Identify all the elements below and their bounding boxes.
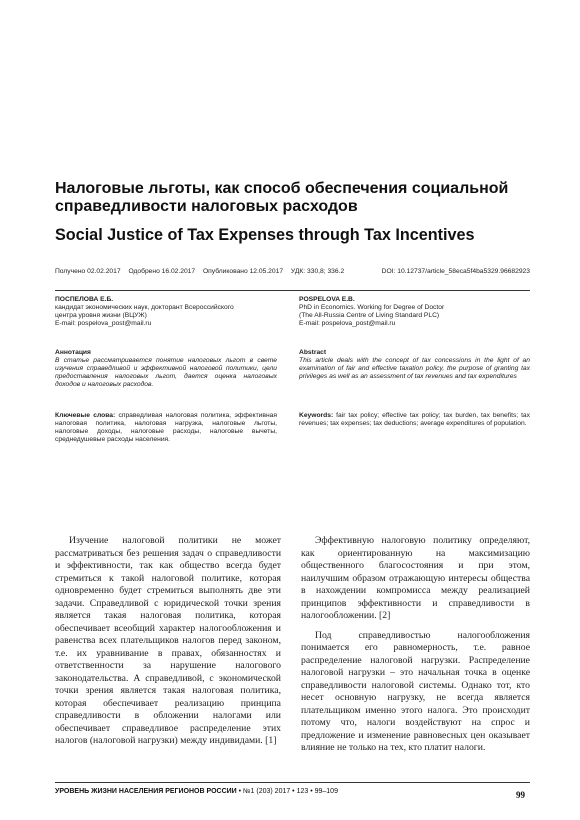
received-date: Получено 02.02.2017 <box>55 268 121 275</box>
keywords-text-ru: справедливая налоговая политика, эффективная налоговая политика, налоговая нагрузка, налоговые льготы, налоговые доходы, налоговые расходы, налоговые вычеты, среднедушевые расходы населения. <box>55 412 277 443</box>
published-date: Опубликовано 12.05.2017 <box>202 268 284 275</box>
journal-title: УРОВЕНЬ ЖИЗНИ НАСЕЛЕНИЯ РЕГИОНОВ РОССИИ <box>55 788 237 795</box>
body-paragraph: Изучение налоговой политики не может рассматриваться без решения задач о справедливости и эффективности, так как общество всегда будет стремиться к такой налоговой политике, которая одновременно будет стремиться выполнять две эти задачи. Справедливой с юридической точки зрения является такая налоговая политика, которая обеспечивает всеобщий характер налогообложения и равенства всех плательщиков налогов перед законом, т.е. их уравнивание в правах, обязанностях и ответственности за нарушение налогового законодательства. А справедливой, с экономической точки зрения является такая налоговая политика, которая обеспечивает реализацию принципа справедливости в обложении налогами или обеспечивает справедливое распределение этих налогов (налоговой нагрузки) между индивидами. [1] <box>55 535 281 746</box>
abstract-text-en: This article deals with the concept of tax concessions in the light of an examination of fair and effective taxation policy, the purpose of granting tax privileges as well as an assessment of tax revenues and tax expenditures <box>299 357 530 380</box>
keywords-label-ru: Ключевые слова: <box>55 412 116 419</box>
body-paragraph: Под справедливостью налогообложения понимается его равномерность, т.е. равное распределение налоговой нагрузки. Распределение налоговой нагрузки – это начальная точка в оценке справедливости налоговой системы. Однако тот, кто несет основную нагрузку, не всегда является плательщиком именно этого налога. Это происходит потому что, налоги воздействуют на спрос и предложение и изменение равновесных цен оказывает влияние не только на тех, кто платит налоги. <box>301 629 530 753</box>
author-affiliation-en-1: PhD in Economics. Working for Degree of Doctor <box>299 304 445 311</box>
article-title-en: Social Justice of Tax Expenses through Tax Incentives <box>55 226 475 244</box>
keywords-en <box>299 412 530 428</box>
body-column-left <box>55 535 281 748</box>
author-ru <box>55 296 277 328</box>
approved-date: Одобрено 16.02.2017 <box>128 268 196 275</box>
journal-footer <box>55 787 338 796</box>
author-email-ru[interactable]: E-mail: pospelova_post@mail.ru <box>55 320 152 327</box>
body-paragraph: Эффективную налоговую политику определяют, как ориентированную на максимизацию общественного благосостояния и при этом, наилучшим образом отражающую интересы общества в нахождении компромисса между реализацией принципов эффективности и справедливости в налогообложении. [2] <box>301 535 530 621</box>
footer-divider <box>55 782 530 783</box>
keywords-text-en: fair tax policy; effective tax policy; tax burden, tax benefits; tax revenues; tax expenses; tax deductions; average expenditures of population. <box>299 412 530 427</box>
author-affiliation-ru-1: кандидат экономических наук, докторант Всероссийского <box>55 304 234 311</box>
abstract-heading-ru: Аннотация <box>55 349 91 356</box>
article-title-ru: Налоговые льготы, как способ обеспечения социальной справедливости налоговых расходов <box>55 180 509 215</box>
abstract-ru <box>55 349 277 389</box>
doi-link[interactable]: DOI: 10.12737/article_58eca5f4ba5329.96682923 <box>381 268 530 275</box>
article-meta <box>55 268 530 276</box>
article-dates <box>55 268 350 276</box>
keywords-label-en: Keywords: <box>299 412 334 419</box>
abstract-text-ru: В статье рассматривается понятие налоговых льгот в свете изучения справедливой и эффективной налоговой политики, цели предоставления налоговых льгот, дается оценка налоговых доходов и налоговых расходов. <box>55 357 277 388</box>
abstract-heading-en: Abstract <box>299 349 327 356</box>
abstract-en <box>299 349 530 381</box>
author-affiliation-en-2: (The All-Russia Centre of Living Standard PLC) <box>299 312 440 319</box>
author-name-en: POSPELOVA E.B. <box>299 296 355 303</box>
page-number: 99 <box>516 790 525 800</box>
author-affiliation-ru-2: центра уровня жизни (ВЦУЖ) <box>55 312 147 319</box>
keywords-ru <box>55 412 277 444</box>
journal-issue: • №1 (203) 2017 • 123 • 99–109 <box>238 788 338 795</box>
author-en <box>299 296 530 328</box>
udk-code: УДК: 330,8; 336.2 <box>290 268 345 275</box>
author-email-en[interactable]: E-mail: pospelova_post@mail.ru <box>299 320 396 327</box>
divider <box>55 290 530 291</box>
author-name-ru: ПОСПЕЛОВА Е.Б. <box>55 296 114 303</box>
body-column-right <box>301 535 530 755</box>
